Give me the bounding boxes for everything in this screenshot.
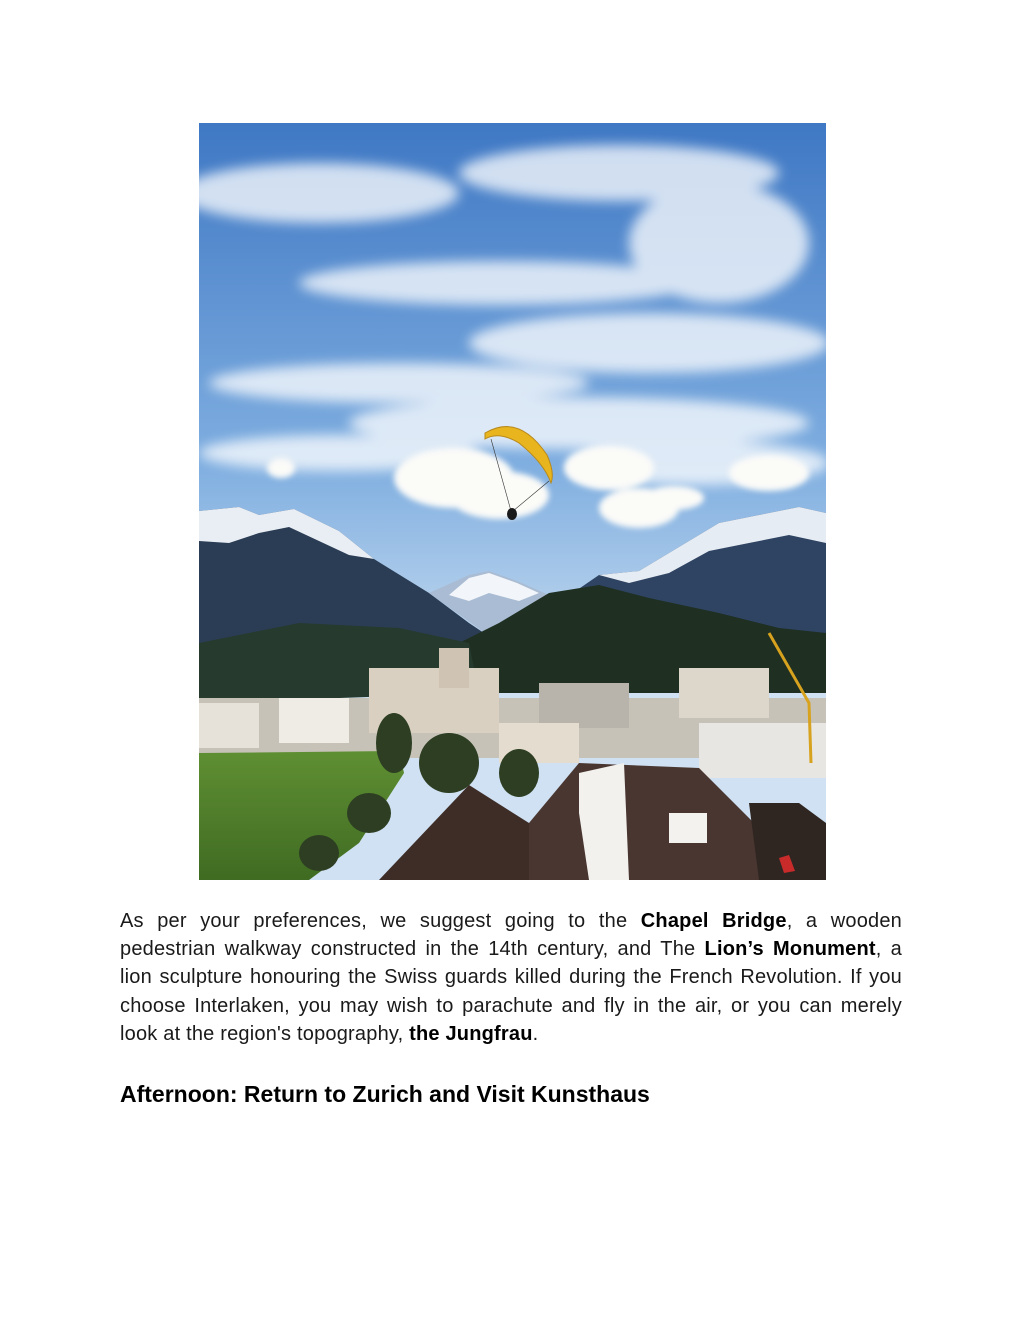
para-text-2: , a wooden pedestrian walkway constructed in the 14th century, and The xyxy=(120,910,903,961)
lions-monument-bold: Lion’s Monument xyxy=(704,938,876,961)
afternoon-heading: Afternoon: Return to Zurich and Visit Kunsthaus xyxy=(120,1081,650,1107)
interlaken-photo xyxy=(199,123,826,880)
itinerary-paragraph xyxy=(120,907,902,1048)
para-text-4: . xyxy=(532,1022,539,1045)
chapel-bridge-bold: Chapel Bridge xyxy=(640,910,787,932)
photo-illustration xyxy=(199,123,826,880)
para-text-1: As per your preferences, we suggest going to the xyxy=(120,910,641,932)
para-text-3: , a lion sculpture honouring the Swiss guards killed during the French Revolution. If you choose Interlaken, you may wish to parachute and fly in the air, or you can merely look at the region's topography, xyxy=(120,938,903,1045)
jungfrau-bold: the Jungfrau xyxy=(409,1022,533,1045)
